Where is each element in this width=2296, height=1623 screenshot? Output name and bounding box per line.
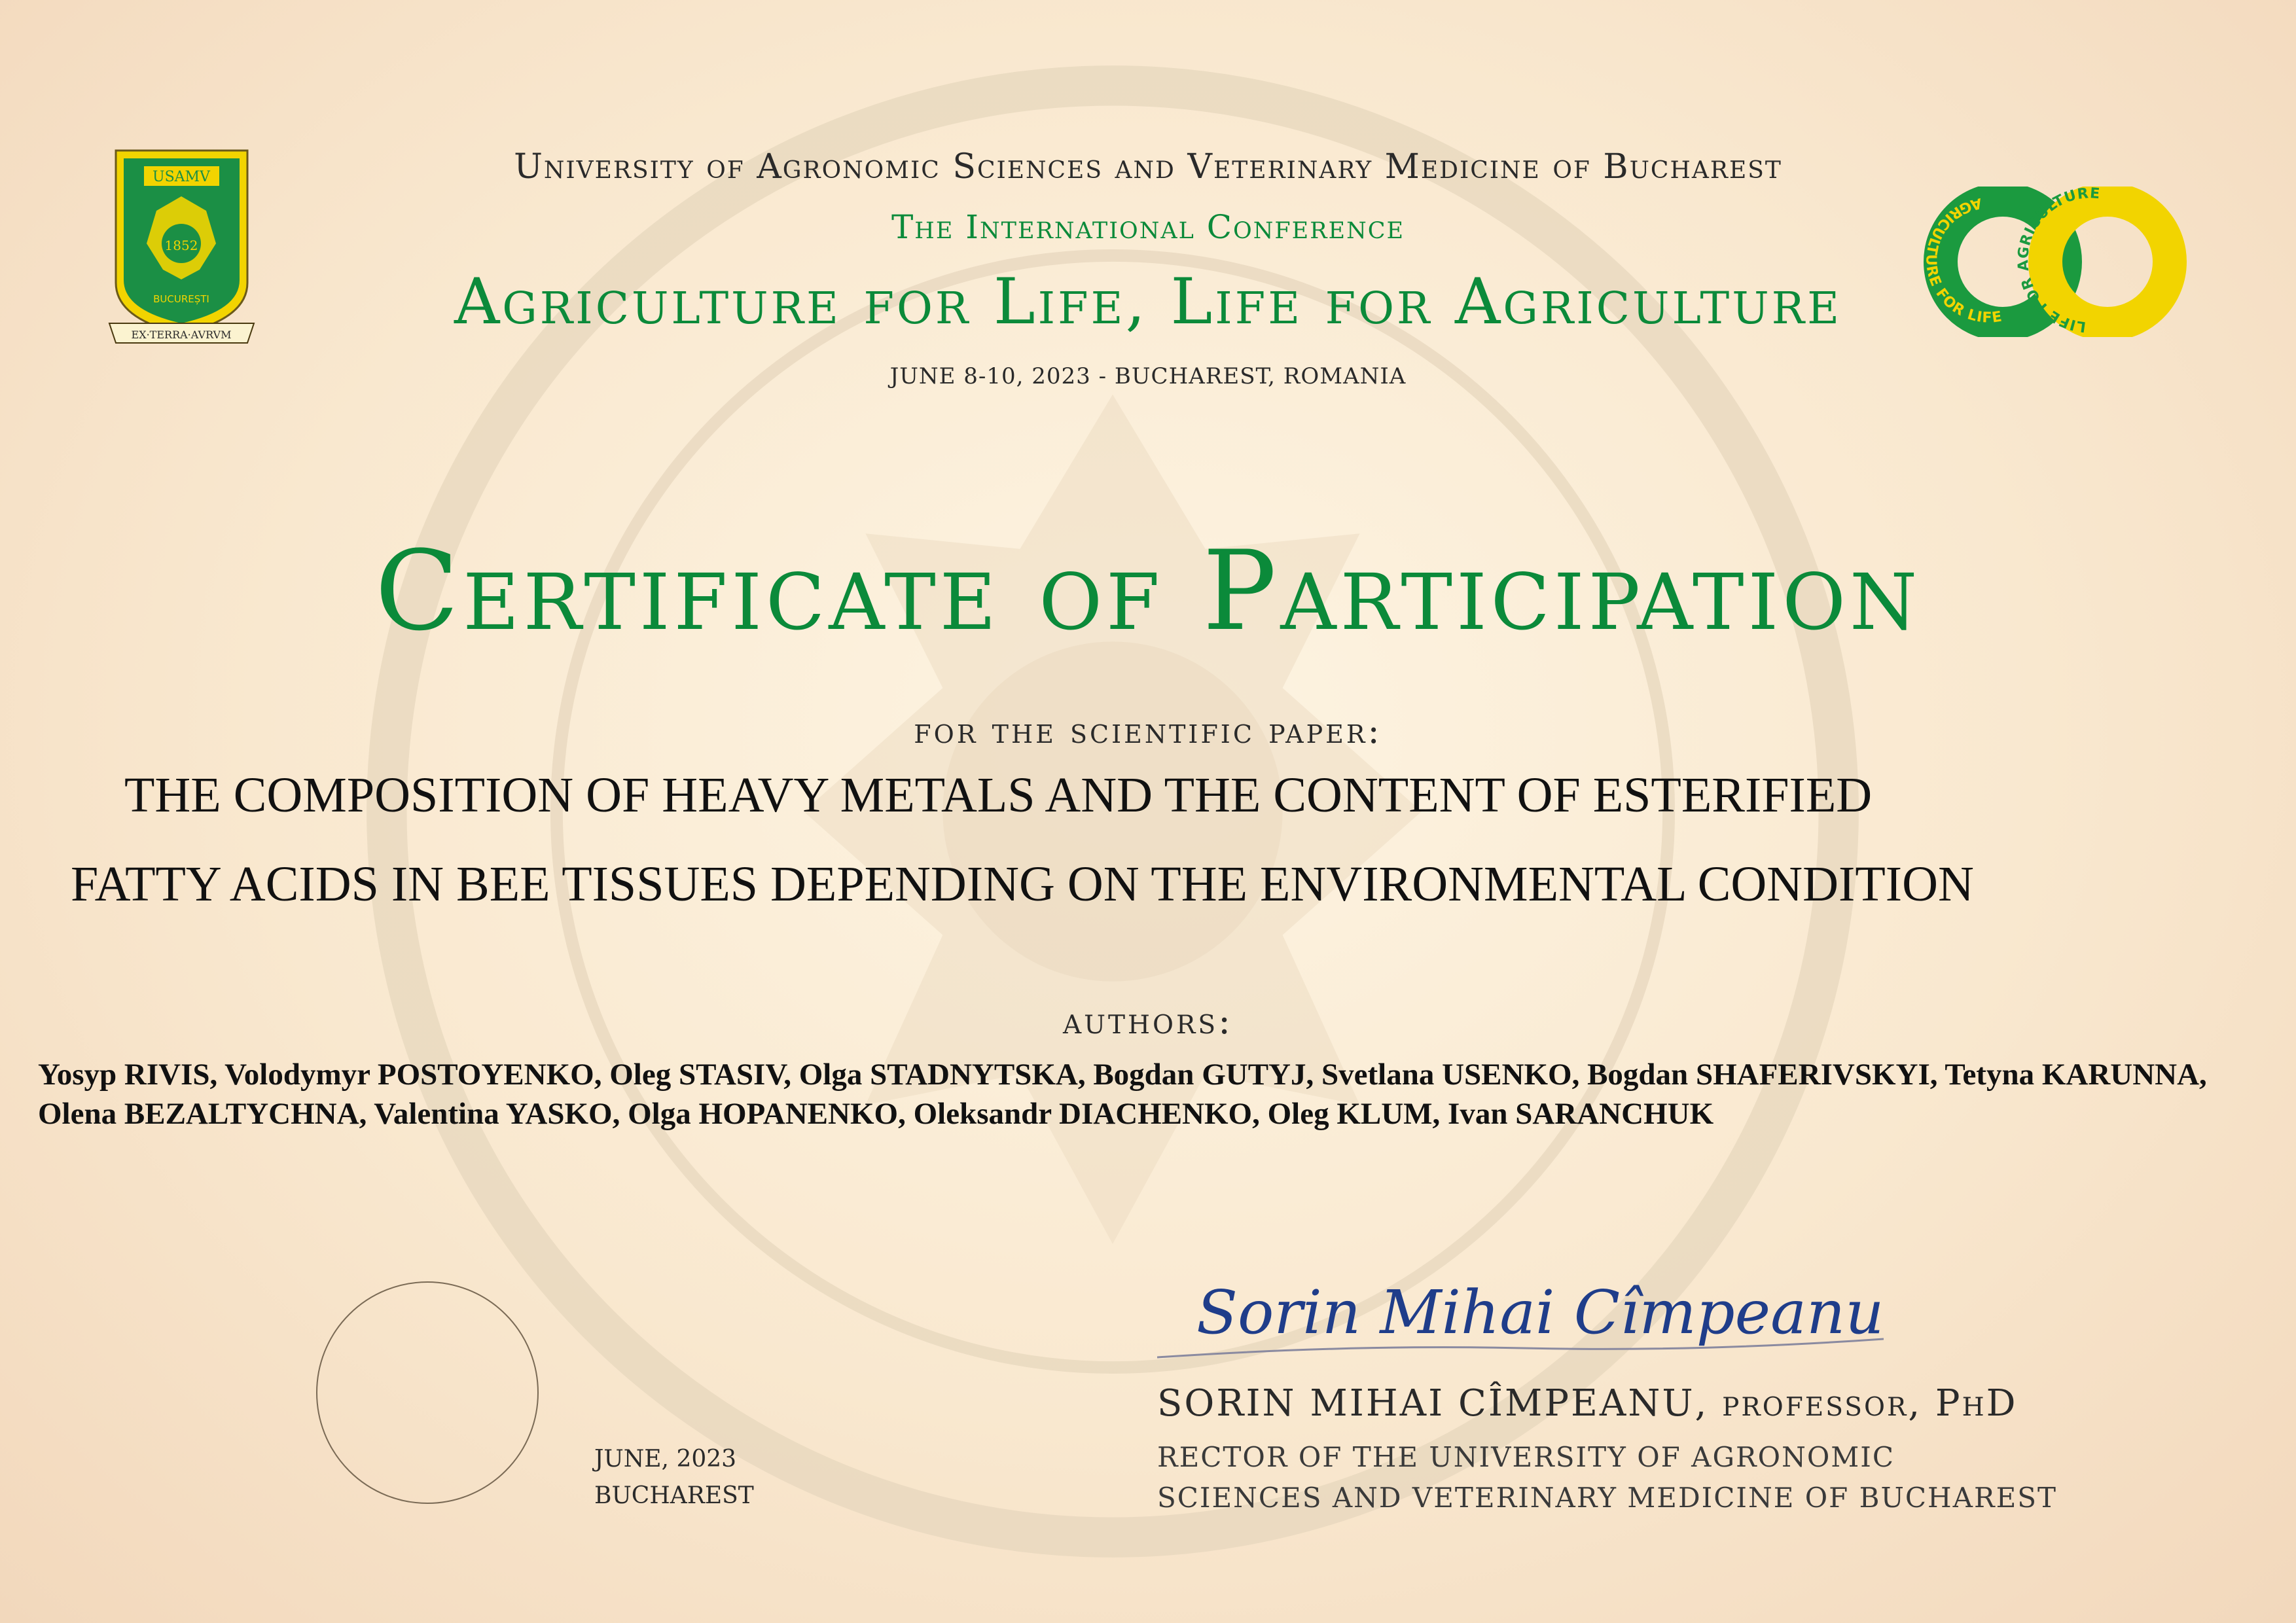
- place-date: [594, 1441, 754, 1514]
- paper-label: for the scientific paper:: [914, 710, 1382, 751]
- paper-title-line-2: FATTY ACIDS IN BEE TISSUES DEPENDING ON THE ENVIRONMENTAL CONDITION: [71, 857, 1974, 912]
- svg-text:AGRICULTURE FOR LIFE: AGRICULTURE FOR LIFE: [1922, 194, 2004, 327]
- paper-title-line-1: THE COMPOSITION OF HEAVY METALS AND THE CONTENT OF ESTERIFIED: [124, 768, 1873, 823]
- conference-date: JUNE 8-10, 2023 - BUCHAREST, ROMANIA: [889, 363, 1407, 389]
- signer-title: , professor, PhD: [1695, 1382, 2018, 1425]
- signer-name: [1157, 1382, 2018, 1425]
- signer-name-text: SORIN MIHAI CÎMPEANU: [1157, 1382, 1695, 1425]
- signer-role-line-1: RECTOR OF THE UNIVERSITY OF AGRONOMIC: [1157, 1441, 1895, 1473]
- seal-placeholder: [316, 1281, 539, 1504]
- svg-text:1852: 1852: [164, 238, 198, 253]
- svg-text:USAMV: USAMV: [152, 169, 210, 185]
- signer-role-line-2: SCIENCES AND VETERINARY MEDICINE OF BUCHAREST: [1157, 1482, 2058, 1514]
- certificate-title: Certificate of Participation: [374, 527, 1922, 655]
- issue-place: BUCHAREST: [594, 1482, 754, 1509]
- issue-date: JUNE, 2023: [594, 1446, 737, 1472]
- svg-text:EX·TERRA·AVRVM: EX·TERRA·AVRVM: [131, 329, 232, 341]
- rector-signature: [1157, 1271, 1884, 1369]
- conference-label: The International Conference: [891, 208, 1405, 246]
- authors-list: Yosyp RIVIS, Volodymyr POSTOYENKO, Oleg STASIV, Olga STADNYTSKA, Bogdan GUTYJ, Svetlana USENKO, Bogdan SHAFERIVSKYI, Tetyna KARUNNA, Olena BEZALTYCHNA, Valentina YASKO, Olga HOPANENKO, Oleksandr DIACHENKO, Oleg KLUM, Ivan SARANCHUK: [38, 1058, 2207, 1131]
- authors-label: authors:: [1063, 1000, 1233, 1043]
- signer-role: [1157, 1437, 2057, 1518]
- university-name: University of Agronomic Sciences and Veterinary Medicine of Bucharest: [514, 147, 1782, 187]
- svg-text:BUCUREȘTI: BUCUREȘTI: [153, 293, 209, 305]
- svg-text:LIFE FOR AGRICULTURE: LIFE FOR AGRICULTURE: [2015, 187, 2102, 335]
- svg-text:Sorin Mihai Cîmpeanu: Sorin Mihai Cîmpeanu: [1196, 1277, 1884, 1347]
- conference-name: Agriculture for Life, Life for Agriculture: [454, 265, 1842, 338]
